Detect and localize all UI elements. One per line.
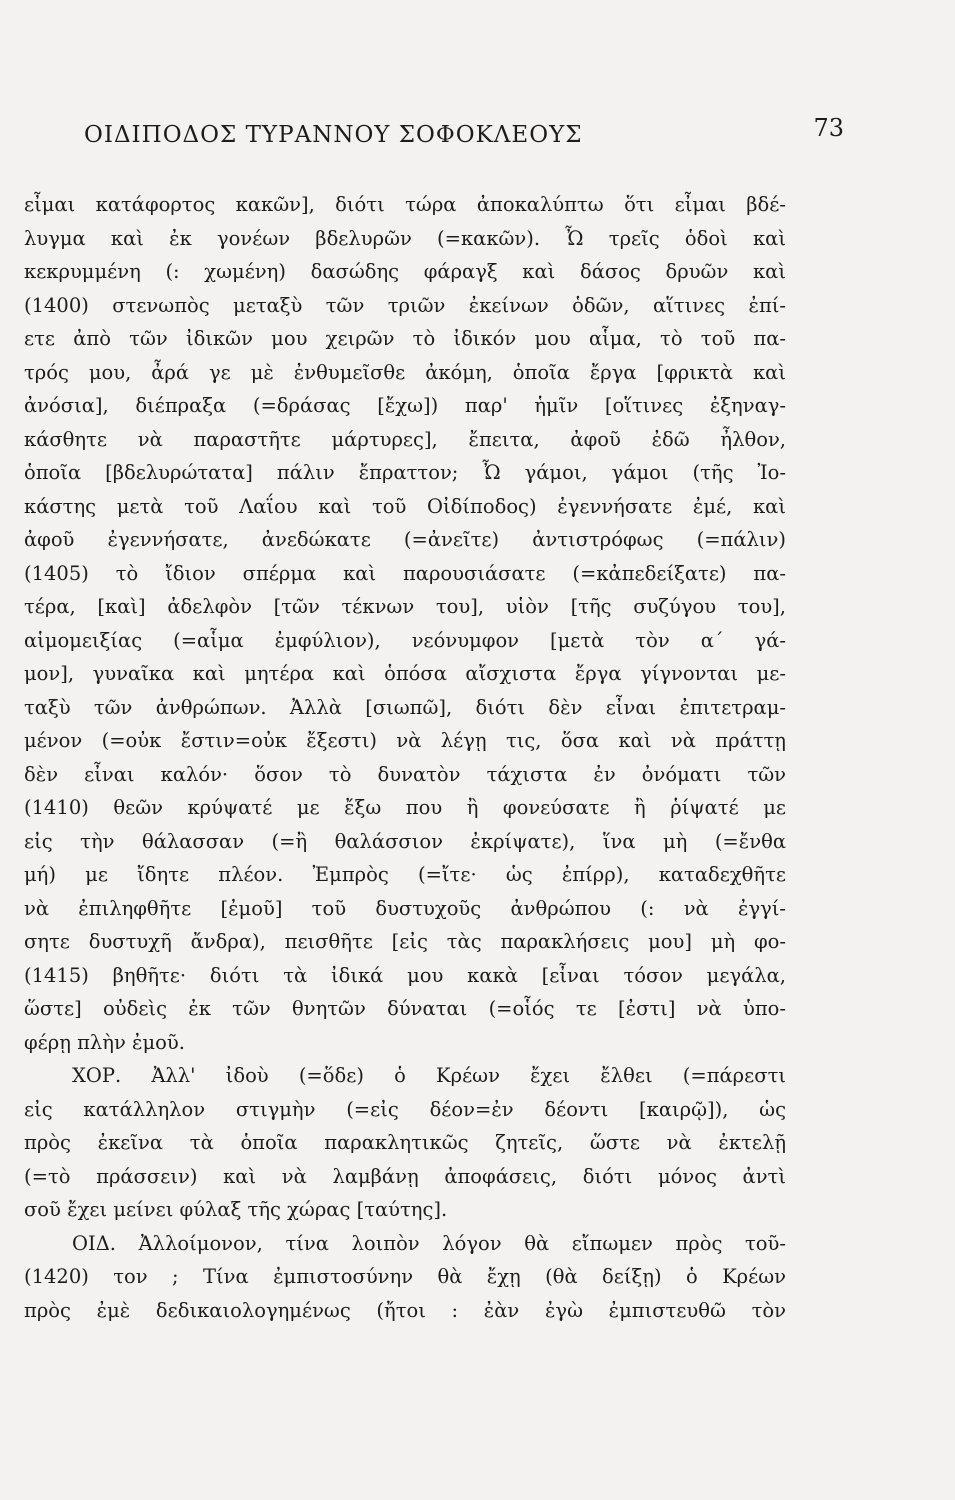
text-line: ΧΟΡ. Ἀλλ' ἰδοὺ (=ὅδε) ὁ Κρέων ἔχει ἔλθει (=πάρεστι (72, 1064, 786, 1087)
text-line: μον], γυναῖκα καὶ μητέρα καὶ ὁπόσα αἴσχιστα ἔργα γίγνονται με- (24, 662, 786, 685)
text-line: ὁποῖα [βδελυρώτατα] πάλιν ἔπραττον; Ὦ γάμοι, γάμοι (τῆς Ἰο- (24, 461, 786, 484)
text-line: λυγμα καὶ ἐκ γονέων βδελυρῶν (=κακῶν). Ὦ τρεῖς ὁδοὶ καὶ (24, 226, 786, 250)
running-title: ΟΙΔΙΠΟΔΟΣ ΤΥΡΑΝΝΟΥ ΣΟΦΟΚΛΕΟΥΣ (84, 122, 583, 148)
text-line: ἀφοῦ ἐγεννήσατε, ἀνεδώκατε (=ἀνεῖτε) ἀντιστρόφως (=πάλιν) (24, 528, 786, 551)
text-line: δὲν εἶναι καλόν· ὅσον τὸ δυνατὸν τάχιστα ἐν ὀνόματι τῶν (24, 762, 786, 786)
text-line: (1420) τον ; Τίνα ἐμπιστοσύνην θὰ ἔχῃ (θὰ δείξῃ) ὁ Κρέων (24, 1265, 786, 1288)
text-line: φέρῃ πλὴν ἐμοῦ. (24, 1030, 185, 1054)
text-line: (1400) στενωπὸς μεταξὺ τῶν τριῶν ἐκείνων ὁδῶν, αἵτινες ἐπί- (24, 293, 786, 317)
text-line: εἰς τὴν θάλασσαν (=ἢ θαλάσσιον ἐκρίψατε), ἵνα μὴ (=ἔνθα (24, 829, 786, 853)
text-line: ταξὺ τῶν ἀνθρώπων. Ἀλλὰ [σιωπῶ], διότι δὲν εἶναι ἐπιτετραμ- (24, 695, 786, 719)
text-line: ὥστε] οὐδεὶς ἐκ τῶν θνητῶν δύναται (=οἷός τε [ἐστι] νὰ ὑπο- (24, 997, 786, 1020)
text-line: κάσθητε νὰ παραστῆτε μάρτυρες], ἔπειτα, ἀφοῦ ἐδῶ ἦλθον, (24, 427, 786, 451)
text-line: (1410) θεῶν κρύψατέ με ἔξω που ἢ φονεύσατε ἢ ῥίψατέ με (24, 796, 786, 819)
text-line: πρὸς ἐμὲ δεδικαιολογημένως (ἤτοι : ἐὰν ἐγὼ ἐμπιστευθῶ τὸν (24, 1298, 786, 1322)
text-line: τρός μου, ἆρά γε μὲ ἐνθυμεῖσθε ἀκόμη, ὁποῖα ἔργα [φρικτὰ καὶ (24, 360, 786, 384)
text-line: αἱμομειξίας (=αἷμα ἐμφύλιον), νεόνυμφον [μετὰ τὸν α΄ γά- (24, 628, 786, 652)
body-text (24, 188, 786, 1327)
text-line: τέρα, [καὶ] ἀδελφὸν [τῶν τέκνων του], υἱὸν [τῆς συζύγου του], (24, 595, 786, 618)
text-line: μένον (=οὐκ ἔστιν=οὐκ ἔξεστι) νὰ λέγῃ τις, ὅσα καὶ νὰ πράττῃ (24, 729, 786, 752)
text-line: εἰς κατάλληλον στιγμὴν (=εἰς δέον=ἐν δέοντι [καιρῷ]), ὡς (24, 1097, 786, 1121)
text-line: ΟΙΔ. Ἀλλοίμονον, τίνα λοιπὸν λόγον θὰ εἴπωμεν πρὸς τοῦ- (72, 1231, 786, 1255)
text-line: (1405) τὸ ἴδιον σπέρμα καὶ παρουσιάσατε (=κἀπεδείξατε) πα- (24, 561, 786, 585)
page-number: 73 (813, 114, 844, 142)
text-line: νὰ ἐπιληφθῆτε [ἐμοῦ] τοῦ δυστυχοῦς ἀνθρώπου (: νὰ ἐγγί- (24, 896, 786, 920)
text-line: (1415) βηθῆτε· διότι τὰ ἰδικά μου κακὰ [εἶναι τόσον μεγάλα, (24, 963, 786, 987)
text-line: κάστης μετὰ τοῦ Λαΐου καὶ τοῦ Οἰδίποδος) ἐγεννήσατε ἐμέ, καὶ (24, 494, 786, 518)
text-line: σοῦ ἔχει μείνει φύλαξ τῆς χώρας [ταύτης]. (24, 1198, 448, 1221)
text-line: ετε ἀπὸ τῶν ἰδικῶν μου χειρῶν τὸ ἰδικόν μου αἷμα, τὸ τοῦ πα- (24, 327, 786, 350)
text-line: εἶμαι κατάφορτος κακῶν], διότι τώρα ἀποκαλύπτω ὅτι εἶμαι βδέ- (24, 193, 786, 216)
text-line: (=τὸ πράσσειν) καὶ νὰ λαμβάνῃ ἀποφάσεις, διότι μόνος ἀντὶ (24, 1164, 786, 1188)
text-line: πρὸς ἐκεῖνα τὰ ὁποῖα παρακλητικῶς ζητεῖς, ὥστε νὰ ἐκτελῇ (24, 1131, 786, 1154)
text-line: σητε δυστυχῆ ἄνδρα), πεισθῆτε [εἰς τὰς παρακλήσεις μου] μὴ φο- (24, 930, 786, 953)
text-line: μή) με ἴδητε πλέον. Ἐμπρὸς (=ἴτε· ὡς ἐπίρρ), καταδεχθῆτε (24, 863, 786, 886)
page-header (84, 114, 844, 162)
text-line: κεκρυμμένη (: χωμένη) δασώδης φάραγξ καὶ δάσος δρυῶν καὶ (24, 260, 786, 283)
text-line: ἀνόσια], διέπραξα (=δράσας [ἔχω]) παρ' ἡμῖν [οἵτινες ἐξηναγ- (24, 394, 786, 417)
